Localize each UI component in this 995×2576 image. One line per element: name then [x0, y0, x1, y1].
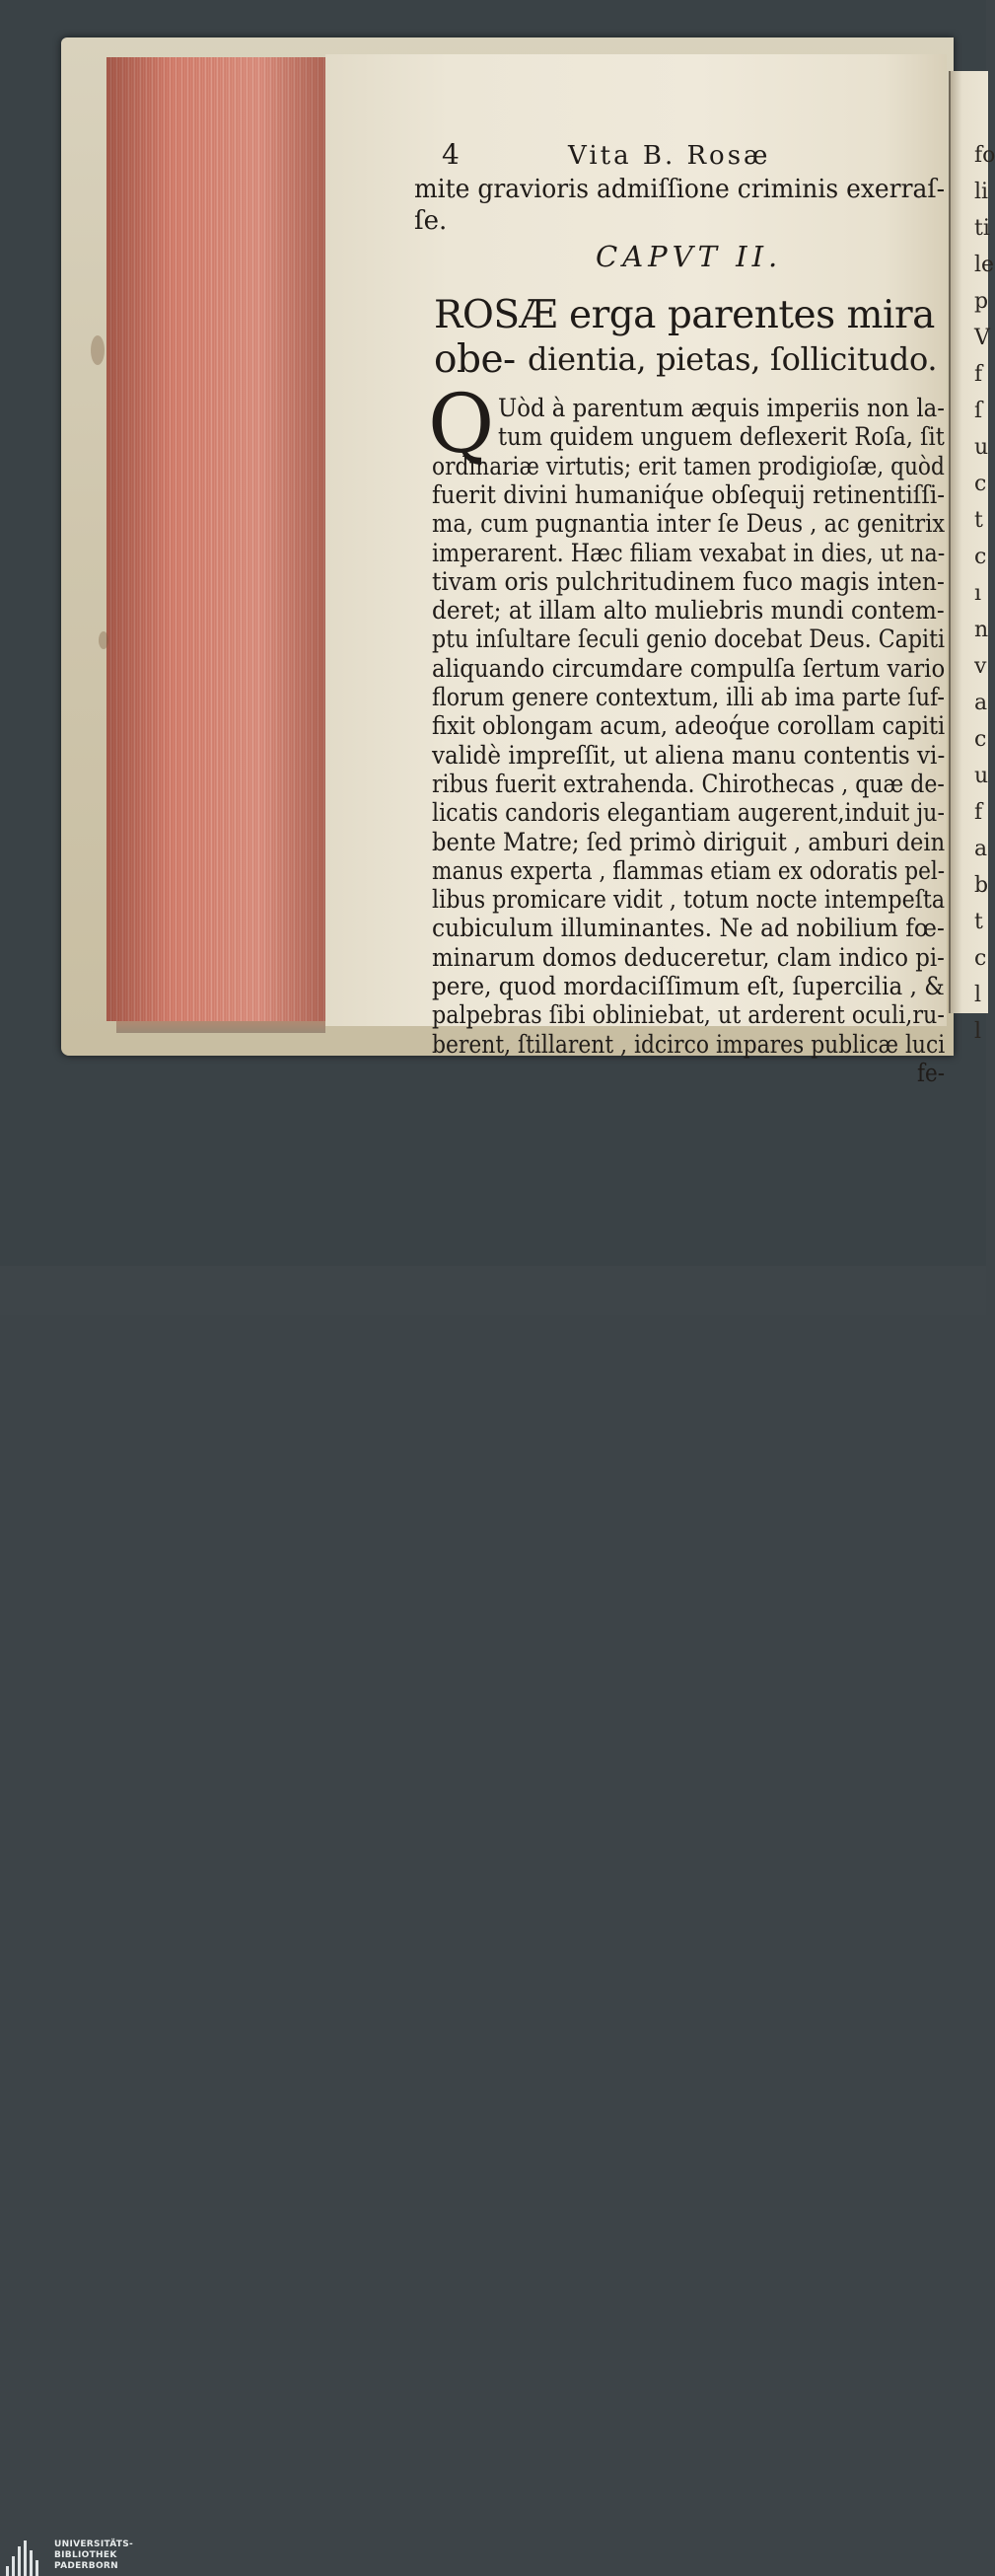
text-line: fe-: [917, 1058, 946, 1087]
library-name: [54, 2539, 133, 2572]
running-head: Vita B. Rosæ: [568, 141, 771, 171]
facing-page-fragment: v: [974, 654, 987, 679]
text-line: bente Matre; ſed primò diriguit , amburi dein: [432, 827, 946, 856]
facing-page-fragment: ı: [974, 581, 982, 606]
facing-page-fragment: l: [974, 1019, 982, 1044]
text-line: imperarent. Hæc filiam vexabat in dies, ut na-: [432, 538, 946, 567]
facing-page-fragment: c: [974, 472, 987, 496]
text-line: licatis candoris elegantiam augerent,induit ju-: [432, 798, 945, 828]
facing-page: [949, 71, 988, 1013]
footer-bar: [0, 1266, 986, 2571]
text-line: aliquando circumdare compulſa ſertum vario: [432, 653, 946, 683]
text-line: Uòd à parentum æquis imperiis non la-: [498, 394, 945, 422]
facing-page-fragment: ti: [974, 216, 990, 241]
text-line: deret; at illam alto muliebris mundi contem-: [432, 596, 945, 626]
text-line: pere, quod mordaciſſimum eſt, ſupercilia , &: [432, 972, 945, 1000]
library-name-line: PADERBORN: [54, 2561, 118, 2571]
text-line: ptu inſultare ſeculi genio docebat Deus. Capiti: [432, 625, 946, 654]
facing-page-fragment: f: [974, 362, 983, 387]
text-line: palpebras ſibi obliniebat, ut arderent oculi,ru-: [432, 1000, 945, 1030]
facing-page-fragment: le: [974, 253, 995, 277]
scan-image: [0, 0, 995, 1266]
page-number: 4: [442, 138, 460, 171]
library-name-line: UNIVERSITÄTS-: [54, 2539, 134, 2549]
facing-page-fragment: t: [974, 508, 983, 533]
chapter-title-continued: dientia, pietas, ſollicitudo.: [528, 340, 938, 378]
facing-page-fragment: t: [974, 910, 983, 934]
text-line: ſe.: [414, 206, 448, 236]
text-line: ordinariæ virtutis; erit tamen prodigioſæ, quòd: [432, 451, 945, 480]
text-line: libus promicare vidit , totum nocte intempeſta: [432, 885, 946, 915]
library-logo-icon: [6, 2540, 47, 2576]
text-line: berent, ſtillarent , idcirco impares publicæ luci: [432, 1029, 946, 1059]
text-line: fixit oblongam acum, adeoq́ue corollam capiti: [432, 711, 946, 741]
facing-page-fragment: l: [974, 983, 982, 1007]
facing-page-fragment: b: [974, 873, 989, 898]
facing-page-fragment: c: [974, 545, 987, 569]
chapter-title: ROSÆ erga parentes mira obe-: [434, 293, 935, 382]
facing-page-fragment: u: [974, 435, 989, 460]
facing-page-fragment: ſ: [974, 399, 983, 423]
text-line: ma, cum pugnantia inter ſe Deus , ac genitrix: [432, 509, 946, 539]
stain: [91, 335, 105, 365]
facing-page-fragment: f: [974, 800, 983, 825]
facing-page-fragment: a: [974, 837, 988, 861]
text-line: tivam oris pulchritudinem fuco magis inten-: [432, 566, 945, 596]
facing-page-fragment: li: [974, 180, 989, 204]
text-line: validè impreſſit, ut aliena manu contentis vi-: [432, 740, 946, 770]
facing-page-fragment: V: [974, 326, 990, 350]
library-name-line: BIBLIOTHEK: [54, 2550, 117, 2560]
facing-page-fragment: c: [974, 946, 987, 971]
facing-page-fragment: p: [974, 289, 989, 314]
facing-page-fragment: c: [974, 727, 987, 752]
facing-page-fragment: fo: [974, 143, 995, 168]
facing-page-fragment: n: [974, 618, 989, 642]
text-line: florum genere contextum, illi ab ima parte ſuf-: [432, 683, 945, 711]
text-line: fuerit divini humaniq́ue obſequij retinentiſſi-: [432, 479, 946, 509]
facing-page-fragment: u: [974, 764, 989, 788]
text-line: ribus fuerit extrahenda. Chirothecas , quæ de-: [432, 769, 945, 798]
drop-capital: Q: [428, 378, 495, 472]
text-line: manus experta , flammas etiam ex odoratis pel-: [432, 855, 946, 885]
chapter-number: CAPVT II.: [596, 240, 783, 273]
text-line: mite gravioris admiſſione criminis exerraſ-: [414, 175, 946, 204]
text-line: tum quidem unguem deflexerit Roſa, ſit: [498, 422, 945, 452]
text-line: minarum domos deduceretur, clam indico pi-: [432, 942, 945, 972]
stain: [99, 631, 108, 649]
facing-page-fragment: a: [974, 691, 988, 715]
page-edge-bottom: [116, 1021, 325, 1033]
page-edge-shading: [107, 57, 325, 1021]
text-line: cubiculum illuminantes. Ne ad nobilium fœ-: [432, 914, 945, 943]
